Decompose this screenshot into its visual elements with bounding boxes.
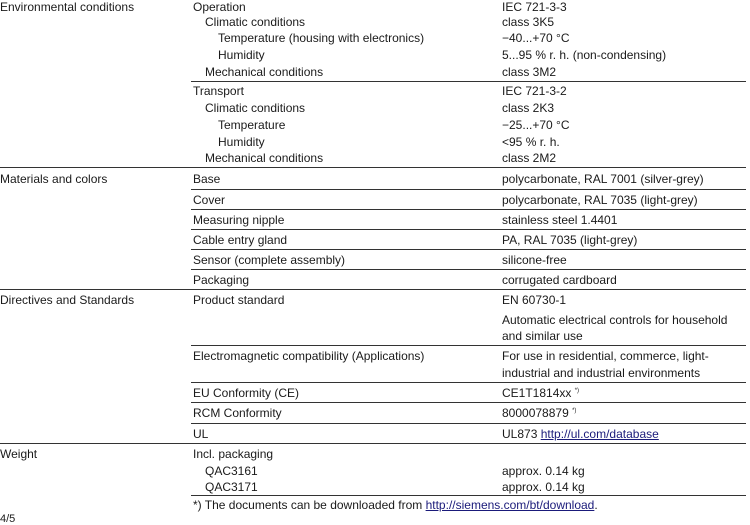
row-divider: [191, 402, 746, 403]
rcm-conformity-label: RCM Conformity: [193, 406, 282, 420]
section-title-materials: Materials and colors: [0, 172, 108, 186]
transport-humidity-value: <95 % r. h.: [502, 135, 560, 149]
row-divider: [191, 345, 746, 346]
section-title-directives: Directives and Standards: [0, 293, 135, 307]
operation-climatic-value: class 3K5: [502, 15, 555, 29]
ul-number: UL873: [502, 427, 538, 441]
row-divider: [191, 189, 746, 190]
row-divider: [191, 269, 746, 270]
emc-label: Electromagnetic compatibility (Applications): [193, 349, 425, 363]
operation-mechanical-label: Mechanical conditions: [205, 65, 324, 79]
transport-temperature-label: Temperature: [218, 118, 286, 132]
row-divider: [191, 209, 746, 210]
product-standard-label: Product standard: [193, 293, 285, 307]
row-divider: [191, 229, 746, 230]
eu-conformity-number: CE1T1814xx: [502, 386, 572, 400]
product-standard-desc-line2: and similar use: [502, 329, 583, 343]
operation-humidity-label: Humidity: [218, 48, 265, 62]
section-divider: [0, 443, 746, 444]
weight-value-qac3171: approx. 0.14 kg: [502, 480, 585, 494]
incl-packaging-label: Incl. packaging: [193, 447, 274, 461]
transport-humidity-label: Humidity: [218, 135, 265, 149]
transport-value: IEC 721-3-2: [502, 84, 567, 98]
emc-value-line1: For use in residential, commerce, light-: [502, 349, 709, 363]
section-title-environmental: Environmental conditions: [0, 0, 135, 14]
material-value-packaging: corrugated cardboard: [502, 273, 617, 287]
row-divider: [191, 249, 746, 250]
material-label-cover: Cover: [193, 193, 226, 207]
eu-conformity-value: [502, 386, 579, 400]
transport-climatic-value: class 2K3: [502, 101, 555, 115]
operation-mechanical-value: class 3M2: [502, 65, 557, 79]
footnote-marker: *): [574, 388, 580, 394]
material-label-packaging: Packaging: [193, 273, 250, 287]
product-standard-value: EN 60730-1: [502, 293, 567, 307]
footnote-text: *) The documents can be downloaded from: [193, 498, 423, 512]
footnote: [193, 498, 598, 512]
weight-value-qac3161: approx. 0.14 kg: [502, 464, 585, 478]
operation-climatic-label: Climatic conditions: [205, 15, 306, 29]
transport-climatic-label: Climatic conditions: [205, 101, 306, 115]
rcm-conformity-value: [502, 406, 576, 420]
ul-value: [502, 427, 659, 441]
material-value-base: polycarbonate, RAL 7001 (silver-grey): [502, 172, 704, 186]
page-number: 4/5: [0, 513, 16, 525]
eu-conformity-label: EU Conformity (CE): [193, 386, 300, 400]
weight-label-qac3161: QAC3161: [205, 464, 258, 478]
row-divider: [191, 382, 746, 383]
ul-label: UL: [193, 427, 209, 441]
section-divider: [0, 167, 746, 168]
footnote-marker: *): [572, 408, 577, 414]
rcm-conformity-number: 8000078879: [502, 406, 569, 420]
operation-temperature-label: Temperature (housing with electronics): [218, 31, 425, 45]
material-value-gland: PA, RAL 7035 (light-grey): [502, 233, 638, 247]
material-label-sensor: Sensor (complete assembly): [193, 253, 346, 267]
product-standard-desc-line1: Automatic electrical controls for household: [502, 313, 728, 327]
material-value-cover: polycarbonate, RAL 7035 (light-grey): [502, 193, 698, 207]
material-value-nipple: stainless steel 1.4401: [502, 213, 618, 227]
siemens-download-link[interactable]: http://siemens.com/bt/download: [425, 498, 595, 512]
footnote-end: .: [594, 498, 598, 512]
operation-humidity-value: 5...95 % r. h. (non-condensing): [502, 48, 667, 62]
section-divider: [0, 289, 746, 290]
transport-label: Transport: [193, 84, 244, 98]
transport-mechanical-value: class 2M2: [502, 151, 557, 165]
material-value-sensor: silicone-free: [502, 253, 567, 267]
row-divider: [191, 423, 746, 424]
operation-temperature-value: −40...+70 °C: [502, 31, 570, 45]
transport-temperature-value: −25...+70 °C: [502, 118, 570, 132]
material-label-base: Base: [193, 172, 221, 186]
operation-value: IEC 721-3-3: [502, 0, 567, 14]
section-title-weight: Weight: [0, 447, 38, 461]
material-label-gland: Cable entry gland: [193, 233, 288, 247]
operation-label: Operation: [193, 0, 246, 14]
row-divider: [191, 81, 746, 82]
weight-label-qac3171: QAC3171: [205, 480, 258, 494]
row-divider: [191, 495, 746, 496]
transport-mechanical-label: Mechanical conditions: [205, 151, 324, 165]
material-label-nipple: Measuring nipple: [193, 213, 285, 227]
emc-value-line2: industrial and industrial environments: [502, 366, 701, 380]
ul-database-link[interactable]: http://ul.com/database: [540, 427, 659, 441]
